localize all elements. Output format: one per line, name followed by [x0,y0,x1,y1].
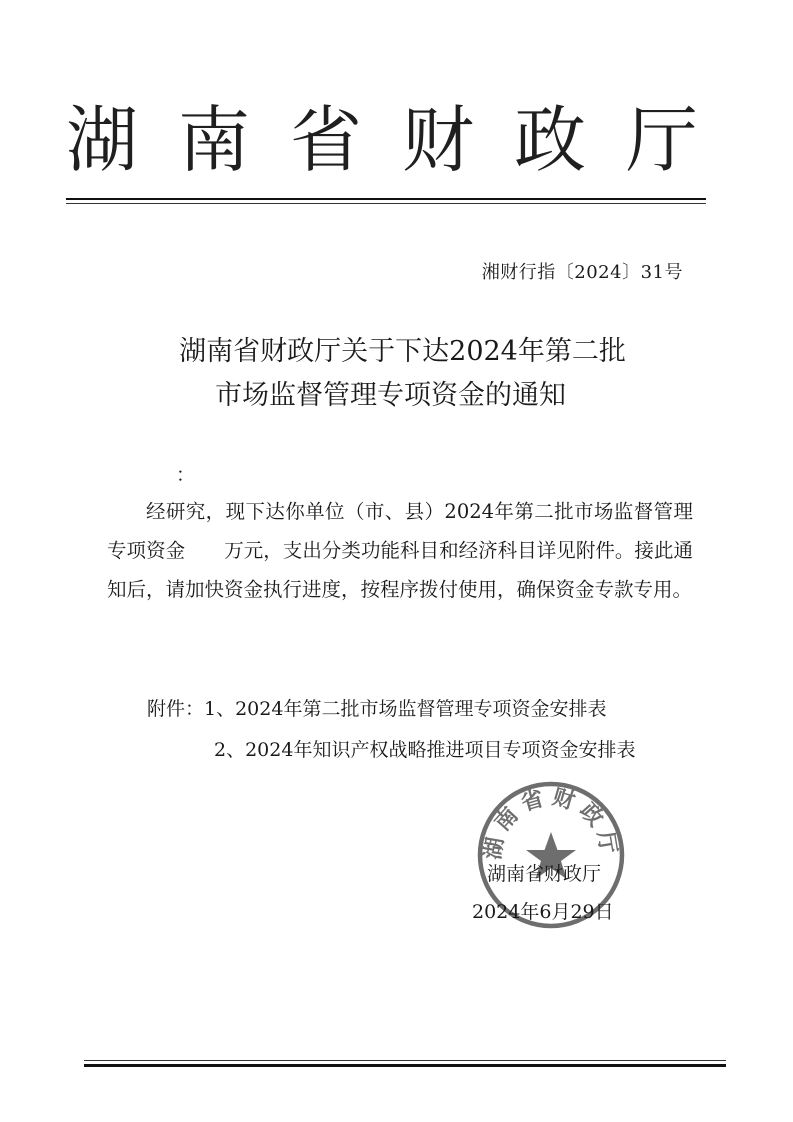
letterhead-char: 厅 [625,98,698,182]
footer-divider-thin [84,1060,726,1061]
attachment-item-2: 2、2024年知识产权战略推进项目专项资金安排表 [214,739,636,761]
letterhead-char: 南 [177,98,250,182]
letterhead-char: 财 [401,98,474,182]
heading-line-1: 湖南省财政厅关于下达2024年第二批 [179,336,626,367]
document-heading [0,330,793,418]
letterhead-divider-thick [66,198,706,200]
letterhead-char: 政 [513,98,586,182]
letterhead-divider-thin [66,203,706,204]
signer-name: 湖南省财政厅 [487,863,602,885]
footer-divider-thick [84,1064,726,1067]
document-number: 湘财行指〔2024〕31号 [481,262,683,283]
salutation: ： [176,464,196,486]
body-paragraph: 经研究，现下达你单位（市、县）2024年第二批市场监督管理专项资金 万元，支出分类功能科目和经济科目详见附件。接此通知后，请加快资金执行进度，按程序拨付使用，确保资金专款专用。 [107,500,693,601]
letterhead-char: 湖 [66,98,139,182]
seal-text: 湖南省财政厅 [479,783,623,862]
attachment-item-1: 附件：1、2024年第二批市场监督管理专项资金安排表 [147,698,607,720]
heading-line-2: 市场监督管理专项资金的通知 [215,380,566,411]
issue-date: 2024年6月29日 [472,901,614,923]
letterhead-char: 省 [289,98,362,182]
letterhead-title [66,98,698,182]
